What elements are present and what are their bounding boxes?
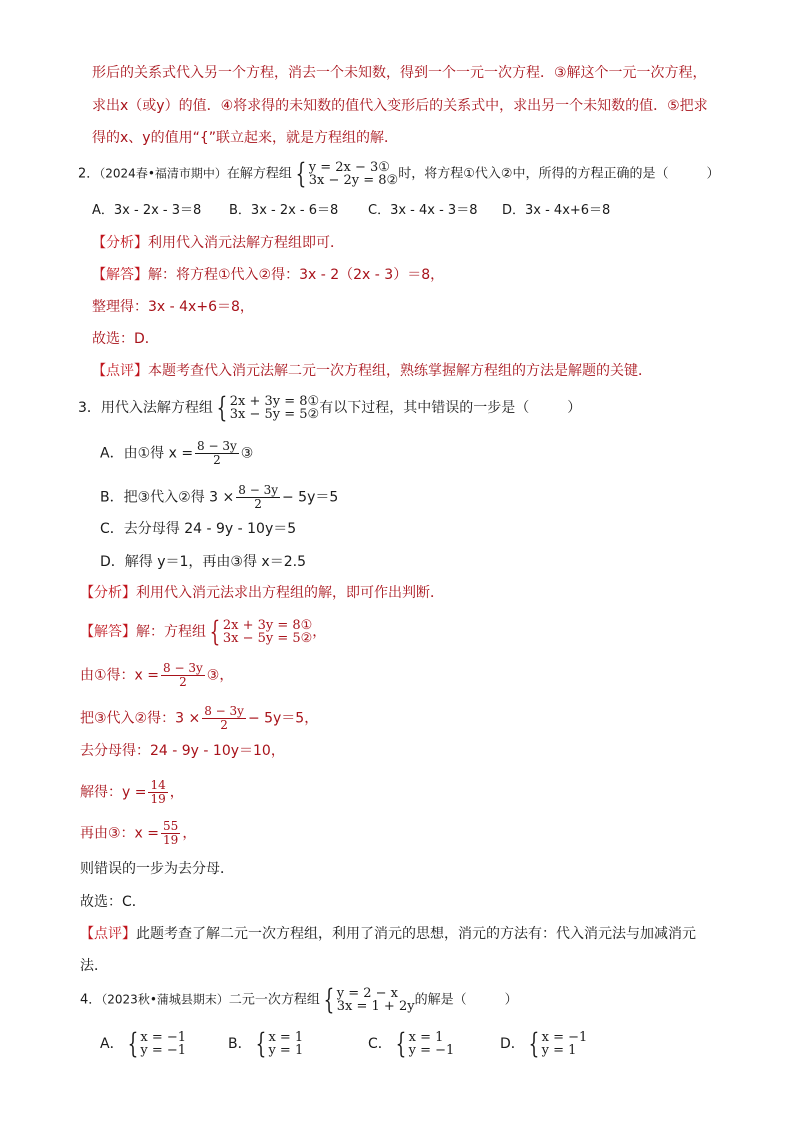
q3-comment-line-2: 法． <box>80 958 108 974</box>
q3-analysis-text: 利用代入消元法求出方程组的解，即可作出判断． <box>136 585 444 601</box>
q3-option-d: D．解得 y＝1，再由③得 x＝2.5 <box>100 554 306 570</box>
q3-option-b-post: − 5y＝5 <box>281 489 339 506</box>
q3-option-a-post: ③ <box>240 445 254 462</box>
q2-choose: 故选：D． <box>92 331 159 347</box>
q2-analysis-tag: 【分析】 <box>92 235 148 251</box>
q2-analysis-text: 利用代入消元法解方程组即可． <box>148 235 344 251</box>
q4-option-d: D． { x = −1 y = 1 <box>500 1027 588 1060</box>
q3-step-4: 解得：y = $\frac{14}{19}$ ， <box>80 778 184 806</box>
q2-sys-row-2: 3x − 2y = 8② <box>308 173 399 188</box>
q3-conclusion: 则错误的一步为去分母． <box>80 861 234 877</box>
intro-line-1: 形后的关系式代入另一个方程，消去一个未知数，得到一个一元一次方程．③解这个一元一次方程， <box>92 65 707 81</box>
q2-stem-pre: 在解方程组 <box>226 166 292 182</box>
q3-comment-line-1 <box>80 924 696 944</box>
q2-option-d: D．3x - 4x+6＝8 <box>502 203 611 218</box>
q2-number: 2． <box>78 166 100 182</box>
q2-stem-end: ） <box>706 166 720 182</box>
q3-equation-system: { 2x + 3y = 8① 3x − 5y = 5② <box>216 391 320 424</box>
q4-number: 4． <box>80 992 102 1008</box>
q2-analysis <box>92 233 344 253</box>
q3-sys-row-1: 2x + 3y = 8① <box>229 394 320 409</box>
q3-answer-pre: 解：方程组 <box>136 624 206 640</box>
q3-analysis-tag: 【分析】 <box>80 585 136 601</box>
q4-option-a: A． { x = −1 y = −1 <box>100 1027 187 1060</box>
q2-comment-tag: 【点评】 <box>92 363 148 379</box>
q3-step-1: 由①得：x = $\frac{8 - 3y}{2}$ ③， <box>80 661 234 689</box>
q2-answer-text: 解：将方程①代入②得：3x - 2（2x - 3）＝8， <box>148 267 445 283</box>
q2-answer <box>92 265 444 285</box>
q3-option-b-pre: B．把③代入②得 3 × <box>100 489 235 506</box>
q2-tidy: 整理得：3x - 4x+6＝8， <box>92 299 254 315</box>
q4-stem-pre: 二元一次方程组 <box>228 992 320 1008</box>
q3-step-2-fraction: $\frac{8 - 3y}{2}$ <box>204 704 244 732</box>
q4-source: （2023秋•蒲城县期末） <box>101 992 229 1007</box>
q2-comment <box>92 361 652 381</box>
q2-sys-row-1: y = 2x − 3① <box>308 160 390 175</box>
q3-step-1-fraction: $\frac{8 - 3y}{2}$ <box>163 661 203 689</box>
q4-stem-end: ） <box>504 992 518 1008</box>
q3-option-a <box>100 440 253 467</box>
q4-option-b: B． { x = 1 y = 1 <box>228 1027 304 1060</box>
q4-option-c: C． { x = 1 y = −1 <box>368 1027 455 1060</box>
q3-comment-tag: 【点评】 <box>80 926 136 942</box>
q2-option-b: B．3x - 2x - 6＝8 <box>229 203 339 218</box>
q4-equation-system: { y = 2 − x 3x = 1 + 2y <box>323 983 415 1016</box>
q3-option-a-fraction: $\frac{8 - 3y}{2}$ <box>197 439 237 467</box>
intro-line-3: 得的x、y的值用“{”联立起来，就是方程组的解． <box>92 130 398 146</box>
q3-stem <box>78 391 582 424</box>
q3-stem-end: ） <box>567 400 582 416</box>
q3-x-fraction: $\frac{55}{19}$ <box>163 819 179 847</box>
q2-stem-post: 时，将方程①代入②中，所得的方程正确的是（ <box>398 166 669 182</box>
q3-stem-post: 有以下过程，其中错误的一步是（ <box>319 400 530 416</box>
q3-stem-pre: 用代入法解方程组 <box>100 400 213 416</box>
q3-comment-text-1: 此题考查了解二元一次方程组，利用了消元的思想，消元的方法有：代入消元法与加减消元 <box>136 926 696 942</box>
q3-answer: 【解答】解：方程组 { 2x + 3y = 8① 3x − 5y = 5② ， <box>80 615 327 648</box>
q2-answer-tag: 【解答】 <box>92 267 148 283</box>
q3-option-b-fraction: $\frac{8 - 3y}{2}$ <box>238 483 278 511</box>
q4-stem-post: 的解是（ <box>414 992 467 1008</box>
q3-sys-row-2: 3x − 5y = 5② <box>229 407 320 422</box>
q3-number: 3． <box>78 400 101 416</box>
q3-answer-system: { 2x + 3y = 8① 3x − 5y = 5② <box>209 615 313 648</box>
q3-option-a-pre: A．由①得 x = <box>100 445 194 462</box>
q3-y-fraction: $\frac{14}{19}$ <box>150 778 166 806</box>
q2-source: （2024春•福清市期中） <box>99 166 227 181</box>
q3-step-2: 把③代入②得：3 × $\frac{8 - 3y}{2}$ − 5y＝5， <box>80 704 319 732</box>
q2-comment-text: 本题考查代入消元法解二元一次方程组，熟练掌握解方程组的方法是解题的关键． <box>148 363 652 379</box>
q2-option-a: A．3x - 2x - 3＝8 <box>92 203 202 218</box>
q3-step-3: 去分母得：24 - 9y - 10y＝10， <box>80 743 285 759</box>
q3-step-5: 再由③：x = $\frac{55}{19}$ ， <box>80 819 197 847</box>
q2-option-c: C．3x - 4x - 3＝8 <box>368 203 478 218</box>
q3-analysis <box>80 583 444 603</box>
q2-equation-system: { y = 2x − 3① 3x − 2y = 8② <box>295 157 399 190</box>
q3-answer-tag: 【解答】 <box>80 624 136 640</box>
q4-stem <box>80 983 518 1016</box>
q3-option-c: C．去分母得 24 - 9y - 10y＝5 <box>100 521 297 537</box>
intro-line-2: 求出x（或y）的值．④将求得的未知数的值代入变形后的关系式中，求出另一个未知数的值．⑤把求 <box>92 98 708 114</box>
q2-stem <box>78 157 720 190</box>
q3-option-b <box>100 484 338 511</box>
q3-choose: 故选：C． <box>80 894 146 910</box>
